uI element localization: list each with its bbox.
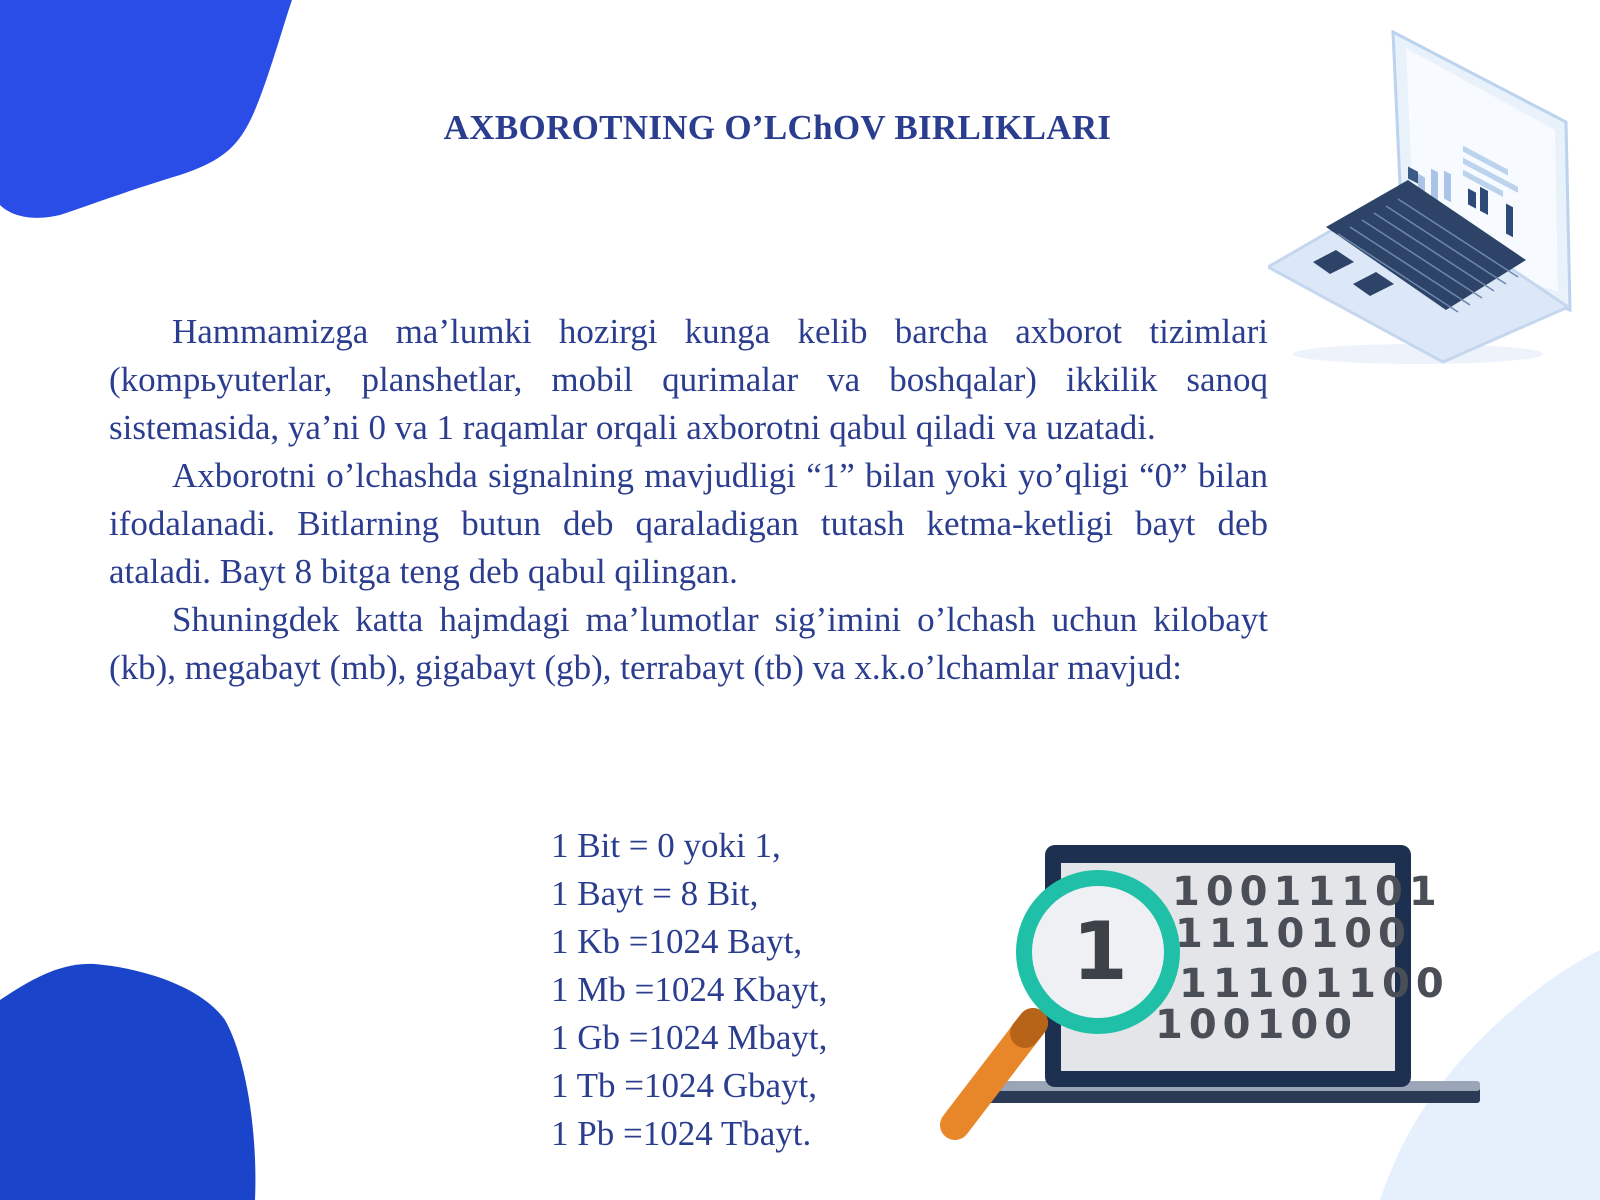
body-text: [109, 308, 1268, 692]
unit-item: 1 Bit = 0 yoki 1,: [551, 826, 781, 865]
page-title: AXBOROTNING O’LChOV BIRLIKLARI: [443, 108, 1112, 147]
binary-line: 11101100: [1179, 961, 1450, 1007]
paragraph-3: Shuningdek katta hajmdagi ma’lumotlar sig’imini o’lchash uchun kilobayt (kb), megabayt (mb), gigabayt (gb), terrabayt (tb) va x.k.o’lchamlar mavjud:: [109, 600, 1268, 687]
unit-item: 1 Bayt = 8 Bit,: [551, 874, 759, 913]
binary-line: 100100: [1155, 1002, 1358, 1048]
unit-item: 1 Tb =1024 Gbayt,: [551, 1066, 818, 1105]
paragraph-2: Axborotni o’lchashda signalning mavjudligi “1” bilan yoki yo’qligi “0” bilan ifodalanadi. Bitlarning butun deb qaraladigan tutash ketma-ketligi bayt deb ataladi. Bayt 8 bitga teng deb qabul qilingan.: [109, 456, 1268, 591]
unit-item: 1 Pb =1024 Tbayt.: [551, 1114, 812, 1153]
binary-line: 10011101: [1172, 869, 1443, 915]
paragraph-1: Hammamizga ma’lumki hozirgi kunga kelib barcha axborot tizimlari (kompьyuterlar, planshetlar, mobil qurimalar va boshqalar) ikkilik sanoq sistemasida, ya’ni 0 va 1 raqamlar orqali axborotni qabul qiladi va uzatadi.: [109, 312, 1268, 447]
magnifier-digit: 1: [1072, 905, 1128, 998]
binary-line: 1110100: [1175, 911, 1412, 957]
bottom-left-blob: [0, 960, 260, 1200]
unit-item: 1 Mb =1024 Kbayt,: [551, 970, 828, 1009]
unit-item: 1 Kb =1024 Bayt,: [551, 922, 803, 961]
laptop-icon: [1268, 22, 1578, 372]
unit-item: 1 Gb =1024 Mbayt,: [551, 1018, 828, 1057]
binary-monitor-icon: [935, 845, 1495, 1145]
unit-list: [551, 822, 827, 1158]
